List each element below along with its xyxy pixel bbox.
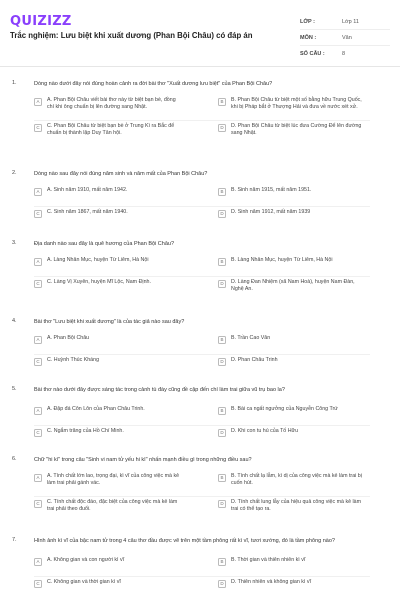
meta-key: MÔN : — [300, 34, 317, 41]
meta-row-count — [300, 46, 390, 61]
option-letter-box: B — [218, 188, 226, 196]
option-divider — [34, 354, 370, 355]
answer-option-a[interactable] — [34, 406, 184, 415]
question-number: 4. — [12, 318, 17, 324]
answer-option-d[interactable] — [218, 209, 368, 218]
question-number: 2. — [12, 170, 17, 176]
option-divider — [34, 496, 370, 497]
answer-option-d[interactable] — [218, 123, 368, 137]
option-text: B. Bài ca ngất ngưởng của Nguyễn Công Trứ — [231, 406, 338, 412]
answer-option-b[interactable] — [218, 557, 368, 566]
option-divider — [34, 206, 370, 207]
option-text: A. Làng Nhân Mục, huyện Từ Liêm, Hà Nội — [47, 257, 149, 263]
meta-key: LỚP : — [300, 18, 315, 25]
option-text: C. Tính chất độc đáo, đặc biệt của công việc mà kẻ làm trai phải theo đuổi. — [47, 499, 178, 512]
option-letter-box: C — [34, 429, 42, 437]
answer-option-c[interactable] — [34, 428, 184, 437]
meta-row-subject — [300, 30, 390, 46]
option-divider — [34, 576, 370, 577]
question-text: Hình ảnh kì vĩ của bậc nam tử trong 4 câu thơ đầu được vẽ trên một tầm phông rất kì vĩ, tươi xướng, đó là tầm phông nào? — [34, 538, 335, 544]
question-text: Dòng nào sau đây nói đúng năm sinh và năm mất của Phan Bội Châu? — [34, 171, 208, 177]
option-text: C. Sinh năm 1867, mất năm 1940. — [47, 209, 128, 215]
option-text: B. Trần Cao Vân — [231, 335, 271, 341]
option-text: C. Không gian và thời gian kì vĩ — [47, 579, 121, 585]
answer-option-d[interactable] — [218, 428, 368, 437]
option-letter-box: B — [218, 258, 226, 266]
answer-option-b[interactable] — [218, 406, 368, 415]
answer-option-b[interactable] — [218, 97, 368, 111]
option-text: A. Phan Bội Châu — [47, 335, 90, 341]
option-text: D. Tính chất lung lẫy của hiệu quả công việc mà kẻ làm trai có thể tạo ra. — [231, 499, 362, 512]
option-letter-box: A — [34, 407, 42, 415]
option-text: C. Ngắm trăng của Hồ Chí Minh. — [47, 428, 124, 434]
answer-option-b[interactable] — [218, 473, 368, 487]
answer-option-d[interactable] — [218, 499, 368, 513]
option-letter-box: B — [218, 407, 226, 415]
option-divider — [34, 425, 370, 426]
option-letter-box: C — [34, 280, 42, 288]
option-letter-box: D — [218, 210, 226, 218]
option-divider — [34, 276, 370, 277]
answer-option-c[interactable] — [34, 579, 184, 588]
option-text: C. Phan Bội Châu từ biệt bạn bè ở Trung Kì ra Bắc để chuẩn bị thành lập Duy Tân hội. — [47, 123, 175, 136]
question-number: 6. — [12, 456, 17, 462]
option-text: B. Sinh năm 1915, mất năm 1951. — [231, 187, 312, 193]
option-text: C. Làng Vị Xuyên, huyện Mĩ Lộc, Nam Định. — [47, 279, 151, 285]
meta-value: Lớp 11 — [342, 18, 359, 25]
option-text: D. Sinh năm 1912, mất năm 1939 — [231, 209, 311, 215]
answer-option-c[interactable] — [34, 209, 184, 218]
question-number: 3. — [12, 240, 17, 246]
option-text: B. Làng Nhân Mục, huyện Từ Liêm, Hà Nội — [231, 257, 333, 263]
option-letter-box: A — [34, 258, 42, 266]
option-text: B. Phan Bội Châu từ biệt một số bằng hữu Trung Quốc, khi bị Pháp bắt ở Thượng Hải và đưa về nước xét xử. — [231, 97, 362, 110]
answer-option-a[interactable] — [34, 187, 184, 196]
meta-panel — [300, 14, 390, 61]
worksheet-header — [0, 0, 400, 64]
page-title: Trắc nghiệm: Lưu biệt khi xuất dương (Phan Bội Châu) có đáp án — [10, 31, 253, 40]
answer-option-d[interactable] — [218, 579, 368, 588]
header-divider — [0, 66, 400, 67]
option-letter-box: D — [218, 124, 226, 132]
option-letter-box: B — [218, 558, 226, 566]
option-divider — [34, 120, 370, 121]
question-text: Địa danh nào sau đây là quê hương của Phan Bội Châu? — [34, 241, 175, 247]
option-letter-box: C — [34, 210, 42, 218]
meta-value: 8 — [342, 50, 346, 57]
option-letter-box: A — [34, 474, 42, 482]
meta-row-class — [300, 14, 390, 30]
option-letter-box: C — [34, 500, 42, 508]
option-text: D. Phan Bội Châu từ biệt lúc đưa Cường Để lên đường sang Nhật. — [231, 123, 362, 136]
option-text: D. Phan Châu Trinh — [231, 357, 278, 363]
answer-option-a[interactable] — [34, 257, 184, 266]
option-letter-box: A — [34, 188, 42, 196]
answer-option-b[interactable] — [218, 257, 368, 266]
option-letter-box: A — [34, 336, 42, 344]
answer-option-a[interactable] — [34, 97, 184, 111]
answer-option-a[interactable] — [34, 335, 184, 344]
option-text: D. Thiên nhiên và không gian kì vĩ — [231, 579, 311, 585]
option-text: C. Huỳnh Thúc Kháng — [47, 357, 100, 363]
meta-value: Văn — [342, 34, 352, 41]
answer-option-a[interactable] — [34, 557, 184, 566]
option-letter-box: C — [34, 124, 42, 132]
question-text: Bài thơ "Lưu biệt khi xuất dương" là của tác giả nào sau đây? — [34, 319, 185, 325]
option-text: A. Không gian và con người kì vĩ — [47, 557, 125, 563]
answer-option-c[interactable] — [34, 123, 184, 137]
question-number: 1. — [12, 80, 17, 86]
option-letter-box: D — [218, 500, 226, 508]
option-text: B. Tính chất lạ lẫm, kì dị của công việc mà kẻ làm trai bị cuốn hút. — [231, 473, 362, 486]
answer-option-c[interactable] — [34, 357, 184, 366]
option-letter-box: D — [218, 358, 226, 366]
option-text: A. Sinh năm 1910, mất năm 1942. — [47, 187, 128, 193]
answer-option-b[interactable] — [218, 187, 368, 196]
option-letter-box: B — [218, 336, 226, 344]
option-letter-box: D — [218, 580, 226, 588]
option-text: D. Khi con tu hú của Tố Hữu — [231, 428, 299, 434]
question-number: 5. — [12, 386, 17, 392]
option-letter-box: A — [34, 98, 42, 106]
option-letter-box: B — [218, 98, 226, 106]
option-text: D. Làng Đan Nhiệm (xã Nam Hoà), huyện Nam Đàn, Nghệ An. — [231, 279, 355, 292]
answer-option-a[interactable] — [34, 473, 184, 487]
quizizz-logo: QUIZIZZ — [10, 14, 72, 29]
option-text: A. Đập đá Côn Lôn của Phan Châu Trinh. — [47, 406, 145, 412]
option-letter-box: D — [218, 280, 226, 288]
question-text: Bài thơ nào dưới đây được sáng tác trong cảnh tù đày cũng đề cập đến chí làm trai giữa vũ trụ bao la? — [34, 387, 285, 393]
question-text: Chữ "hi kì" trong câu "Sinh vi nam tử yếu hi kì" nhấn mạnh điều gì trong những điều sau? — [34, 457, 252, 463]
answer-option-b[interactable] — [218, 335, 368, 344]
meta-key: SỐ CÂU : — [300, 50, 325, 57]
answer-option-c[interactable] — [34, 279, 184, 288]
answer-option-c[interactable] — [34, 499, 184, 513]
option-letter-box: D — [218, 429, 226, 437]
question-number: 7. — [12, 537, 17, 543]
question-text: Dòng nào dưới đây nói đúng hoàn cảnh ra đời bài thơ "Xuất dương lưu biệt" của Phan Bội Châu? — [34, 81, 273, 87]
option-letter-box: B — [218, 474, 226, 482]
option-letter-box: C — [34, 358, 42, 366]
option-letter-box: A — [34, 558, 42, 566]
option-letter-box: C — [34, 580, 42, 588]
answer-option-d[interactable] — [218, 357, 368, 366]
answer-option-d[interactable] — [218, 279, 368, 293]
option-text: A. Tính chất lớn lao, trọng đại, kì vĩ của công việc mà kẻ làm trai phải gánh vác. — [47, 473, 180, 486]
option-text: A. Phan Bội Châu viết bài thơ này từ biệt bạn bè, đồng chí khi ông chuẩn bị lên đường sang Nhật. — [47, 97, 176, 110]
option-text: B. Thời gian và thiên nhiên kì vĩ — [231, 557, 306, 563]
